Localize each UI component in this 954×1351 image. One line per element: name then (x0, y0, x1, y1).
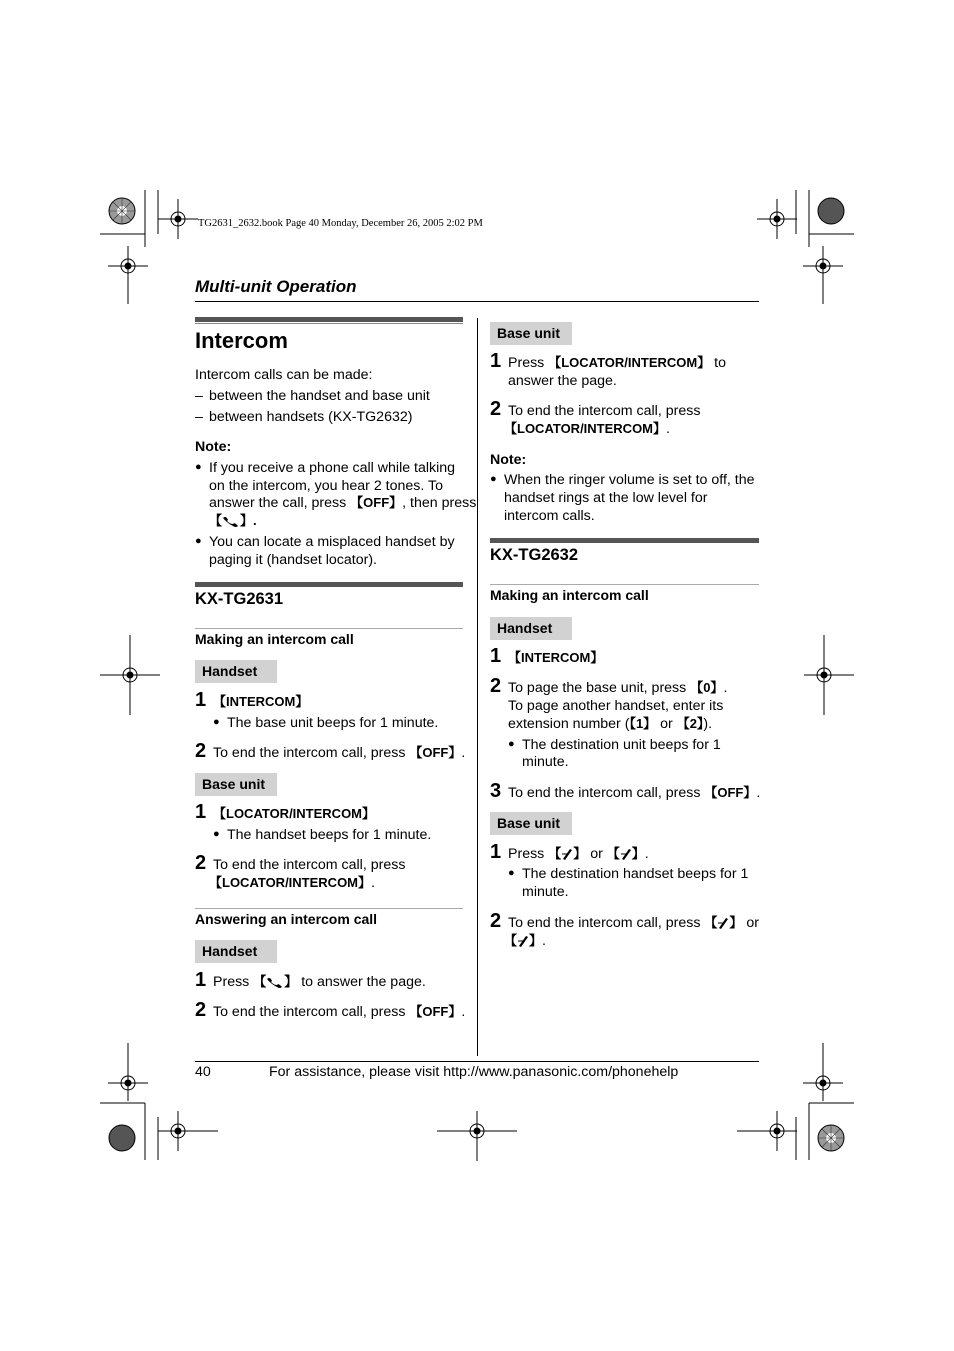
print-header: TG2631_2632.book Page 40 Monday, December 26, 2005 2:02 PM (198, 218, 483, 229)
intro-item: between handsets (KX-TG2632) (209, 409, 413, 425)
step-text: Press 【 】 or 【 】. (508, 846, 649, 862)
step-text: To end the intercom call, press 【OFF】. (508, 785, 761, 801)
step-number: 1 (195, 689, 207, 711)
handset-tag: Handset (195, 660, 277, 683)
title-rule-thin (195, 323, 463, 324)
section-rule (490, 538, 759, 543)
step-text: To end the intercom call, press (213, 857, 406, 873)
note-text: 【 】. (209, 513, 257, 528)
intro-text: Intercom calls can be made: (195, 367, 373, 383)
step-text: Press 【LOCATOR/INTERCOM】 to (508, 355, 727, 371)
locator-key: 【LOCATOR/INTERCOM】 (213, 806, 376, 821)
handset-tag: Handset (195, 940, 277, 963)
step-number: 2 (490, 910, 502, 932)
talk-key-icon (222, 515, 240, 527)
intercom-handset-icon (561, 848, 573, 860)
step-number: 2 (490, 675, 502, 697)
step-sub: minute. (522, 754, 569, 770)
color-wheel-icon (108, 1124, 136, 1152)
registration-target-icon (108, 1043, 148, 1103)
step-number: 2 (195, 999, 207, 1021)
dash: – (195, 409, 203, 425)
column-divider (477, 318, 478, 1056)
step-sub: The handset beeps for 1 minute. (227, 827, 432, 843)
step-text: To end the intercom call, press 【 】 or (508, 915, 759, 931)
registration-target-icon (158, 199, 198, 239)
section-rule (195, 582, 463, 587)
model-heading: KX-TG2632 (490, 546, 579, 564)
bullet: ● (195, 461, 202, 473)
note-text: You can locate a misplaced handset by (209, 534, 455, 550)
title-rule (195, 317, 463, 322)
step-number: 1 (490, 841, 502, 863)
step-text: 【 】. (504, 933, 546, 949)
footer-rule (195, 1061, 759, 1062)
registration-target-icon (100, 635, 160, 715)
step-text: To page the base unit, press 【0】. (508, 680, 728, 696)
bullet: ● (213, 716, 220, 728)
step-number: 1 (195, 801, 207, 823)
step-sub: minute. (522, 884, 569, 900)
step-number: 1 (490, 350, 502, 372)
subsection-rule (195, 908, 463, 909)
step-number: 1 (195, 969, 207, 991)
off-key: 【OFF】 (350, 495, 403, 510)
subsection-rule (490, 584, 759, 585)
base-unit-tag: Base unit (490, 812, 572, 835)
registration-target-icon (757, 199, 797, 239)
step-number: 2 (490, 398, 502, 420)
step-text: To end the intercom call, press (508, 403, 701, 419)
bullet: ● (508, 738, 515, 750)
step-text: Press 【 】 to answer the page. (213, 974, 426, 990)
note-text: intercom calls. (504, 508, 595, 524)
step-text: 【LOCATOR/INTERCOM】. (209, 875, 375, 891)
intercom-handset-icon (717, 917, 729, 929)
talk-key-icon (266, 976, 284, 988)
step-number: 3 (490, 780, 502, 802)
intercom-key: 【INTERCOM】 (213, 694, 309, 709)
footer-help: For assistance, please visit http://www.panasonic.com/phonehelp (269, 1064, 679, 1080)
note-text: answer the call, press 【OFF】, then press (209, 495, 477, 511)
registration-target-icon (158, 1111, 218, 1151)
step-sub: The destination handset beeps for 1 (522, 866, 749, 882)
handset-tag: Handset (490, 617, 572, 640)
step-text: 【LOCATOR/INTERCOM】. (504, 421, 670, 437)
note-label: Note: (490, 452, 527, 468)
note-text: on the intercom, you hear 2 tones. To (209, 478, 443, 494)
step-number: 2 (195, 852, 207, 874)
subsection-heading: Making an intercom call (195, 631, 354, 647)
subsection-rule (195, 628, 463, 629)
color-wheel-icon (108, 197, 136, 225)
step-text: answer the page. (508, 373, 617, 389)
registration-target-icon (437, 1111, 517, 1151)
subsection-heading: Making an intercom call (490, 587, 649, 603)
step-number: 1 (490, 645, 502, 667)
bullet: ● (508, 867, 515, 879)
note-text: handset rings at the low level for (504, 490, 708, 506)
note-text: If you receive a phone call while talking (209, 460, 456, 476)
color-wheel-icon (817, 1124, 845, 1152)
bullet: ● (490, 473, 497, 485)
step-sub: The base unit beeps for 1 minute. (227, 715, 439, 731)
registration-target-icon (108, 246, 148, 306)
intercom-handset-icon (517, 935, 529, 947)
registration-target-icon (804, 635, 854, 715)
step-text: extension number (【1】 or 【2】). (508, 716, 713, 732)
intercom-handset-icon (620, 848, 632, 860)
page-number: 40 (195, 1064, 211, 1080)
registration-target-icon (803, 1043, 843, 1103)
registration-target-icon (737, 1111, 797, 1151)
note-text: When the ringer volume is set to off, the (504, 472, 755, 488)
base-unit-tag: Base unit (195, 773, 277, 796)
header-rule (195, 301, 759, 302)
step-number: 2 (195, 740, 207, 762)
step-text: To page another handset, enter its (508, 698, 724, 714)
bullet: ● (213, 828, 220, 840)
registration-target-icon (803, 246, 843, 306)
base-unit-tag: Base unit (490, 322, 572, 345)
step-text: To end the intercom call, press 【OFF】. (213, 745, 466, 761)
intercom-key: 【INTERCOM】 (508, 650, 604, 665)
note-text: paging it (handset locator). (209, 552, 377, 568)
dash: – (195, 388, 203, 404)
bullet: ● (195, 535, 202, 547)
subsection-heading: Answering an intercom call (195, 911, 378, 927)
page-title: Intercom (195, 328, 288, 353)
model-heading: KX-TG2631 (195, 590, 284, 608)
step-sub: The destination unit beeps for 1 (522, 737, 721, 753)
color-wheel-icon (817, 197, 845, 225)
step-text: To end the intercom call, press 【OFF】. (213, 1004, 466, 1020)
note-label: Note: (195, 439, 232, 455)
section-title: Multi-unit Operation (195, 277, 357, 296)
intro-item: between the handset and base unit (209, 388, 430, 404)
